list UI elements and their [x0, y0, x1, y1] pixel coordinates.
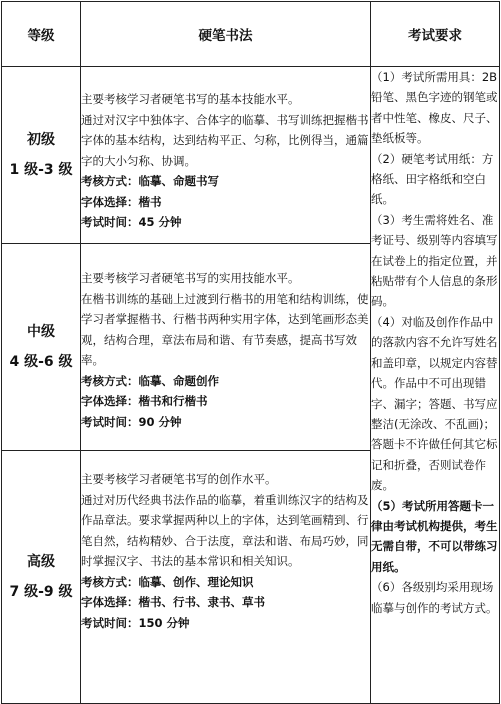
- requirement-1: （1）考试所需用具：2B 铅笔、黑色字迹的钢笔或者中性笔、橡皮、尺子、垫纸板等。: [371, 70, 498, 146]
- font-choice: 字体选择：楷书、行书、隶书、草书: [81, 595, 265, 609]
- exam-method: 考核方式：临摹、命题书写: [81, 174, 219, 188]
- requirements-cell: [371, 67, 500, 704]
- exam-time: 考试时间：45 分钟: [81, 215, 182, 229]
- header-level: 等级: [2, 2, 81, 67]
- level-name: 中级: [27, 324, 55, 340]
- header-row: [2, 2, 500, 67]
- exam-time: 考试时间：150 分钟: [81, 615, 190, 630]
- desc-summary: 主要考核学习者硬笔书写的创作水平。: [81, 472, 277, 486]
- desc-cell-advanced: [81, 451, 371, 704]
- level-name: 高级: [27, 554, 55, 570]
- requirement-6: （6）各级别均采用现场临摹与创作的考试方式。: [371, 580, 498, 615]
- desc-cell-intermediate: [81, 244, 371, 451]
- font-choice: 字体选择：楷书和行楷书: [81, 394, 208, 408]
- requirement-5: （5）考试所用答题卡一律由考试机构提供，考生无需自带，不可以带练习用纸。: [371, 498, 498, 574]
- level-range: 7 级-9 级: [9, 584, 73, 600]
- row-beginner: [2, 67, 500, 244]
- header-requirements: 考试要求: [371, 2, 500, 67]
- level-name: 初级: [27, 132, 55, 148]
- level-cell-beginner: [2, 67, 81, 244]
- desc-summary: 主要考核学习者硬笔书写的实用技能水平。: [81, 271, 300, 285]
- desc-detail: 在楷书训练的基础上过渡到行楷书的用笔和结构训练，使学习者掌握楷书、行楷书两种实用字体，达到笔画形态美观，结构合理，章法布局和谐、有节奏感，提高书写效率。: [81, 291, 369, 367]
- desc-cell-beginner: [81, 67, 371, 244]
- level-cell-advanced: [2, 451, 81, 704]
- level-range: 4 级-6 级: [9, 354, 73, 370]
- desc-detail: 通过对历代经典书法作品的临摹，着重训练汉字的结构及作品章法。要求掌握两种以上的字体，达到笔画精到、行笔自然，结构精妙、合于法度，章法和谐、布局巧妙，同时掌握汉字、书法的基本常识和相关知识。: [81, 492, 369, 568]
- exam-time: 考试时间：90 分钟: [81, 414, 182, 429]
- font-choice: 字体选择：楷书: [81, 194, 162, 209]
- desc-detail: 通过对汉字中独体字、合体字的临摹、书写训练把握楷书字体的基本结构，达到结构平正、匀称，比例得当，通篇字的大小匀称、协调。: [81, 112, 369, 168]
- exam-method: 考核方式：临摹、命题创作: [81, 373, 219, 388]
- level-range: 1 级-3 级: [9, 162, 73, 178]
- level-cell-intermediate: [2, 244, 81, 451]
- exam-method: 考核方式：临摹、创作、理论知识: [81, 574, 254, 589]
- header-calligraphy: 硬笔书法: [81, 2, 371, 67]
- requirement-2: （2）硬笔考试用纸：方格纸、田字格纸和空白纸。: [371, 151, 494, 207]
- requirement-4: （4）对临及创作作品中的落款内容不允许写姓名和盖印章，以规定内容替代。作品中不可出现错字、漏字；答题、书写应整洁(无涂改、不乱画)；答题卡不许做任何其它标记和折叠，否则试卷作废。: [371, 314, 498, 493]
- exam-table: [1, 1, 500, 704]
- requirement-3: （3）考生需将姓名、准考证号、级别等内容填写在试卷上的指定位置，并粘贴带有个人信息的条形码。: [371, 212, 498, 309]
- desc-summary: 主要考核学习者硬笔书写的基本技能水平。: [81, 92, 300, 106]
